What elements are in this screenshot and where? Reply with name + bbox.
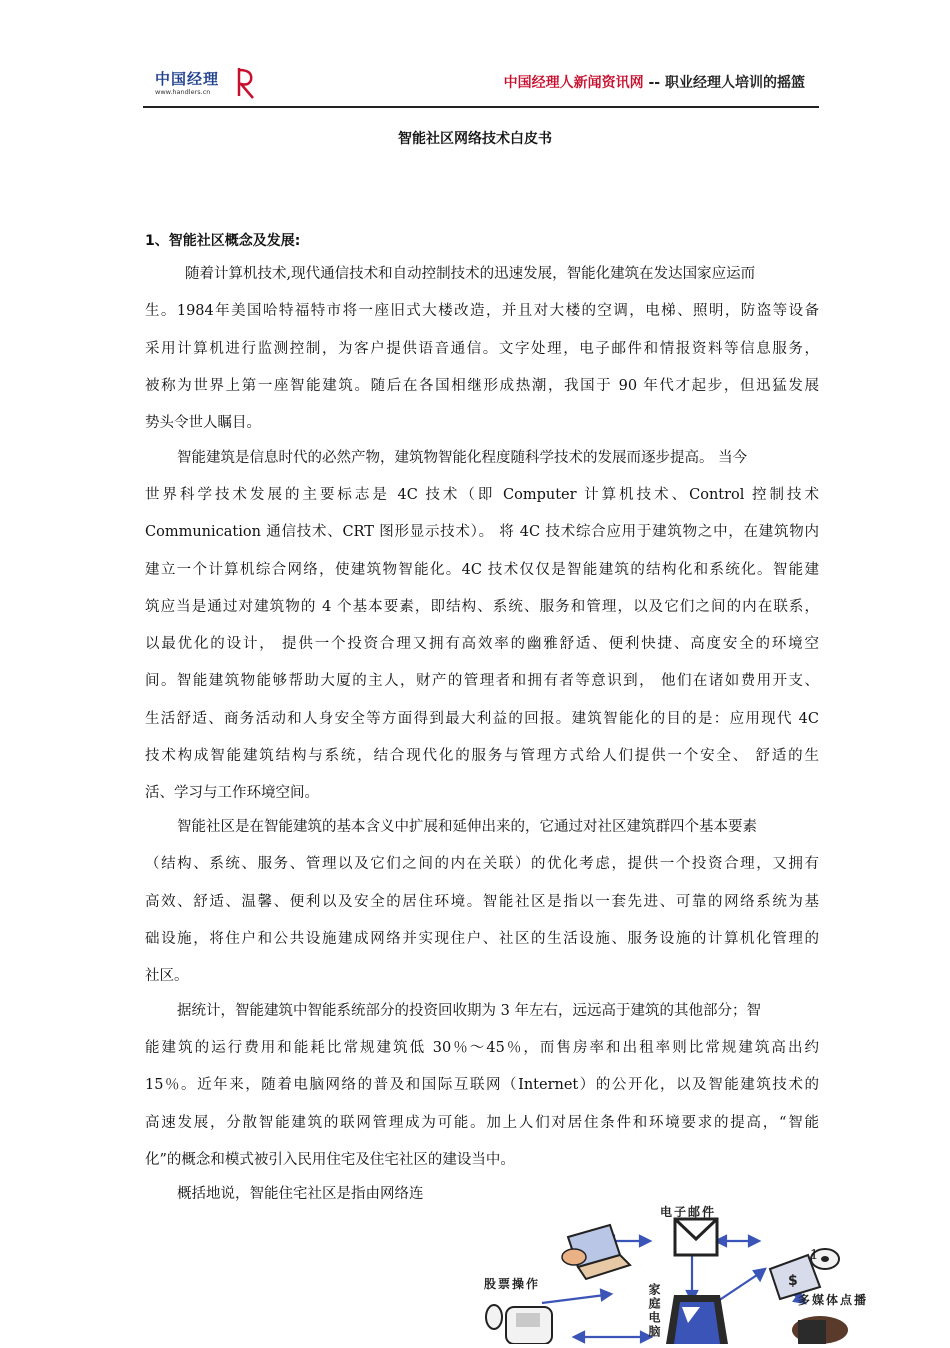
header-slogan bbox=[504, 72, 805, 92]
logo-url: www.handlers.cn bbox=[155, 88, 211, 96]
document-title: 智能社区网络技术白皮书 bbox=[398, 131, 552, 147]
page-number: 1 bbox=[810, 1248, 819, 1263]
paragraph-line: 以最优化的设计， 提供一个投资合理又拥有高效率的幽雅舒适、便利快捷、高度安全的环境空 bbox=[145, 636, 819, 652]
email-envelope-icon bbox=[675, 1219, 717, 1255]
paragraph-line: 活、学习与工作环境空间。 bbox=[145, 785, 319, 801]
speaker-icon bbox=[792, 1316, 848, 1344]
paragraph-line: 间。智能建筑物能够帮助大厦的主人，财产的管理者和拥有者等意识到， 他们在诸如费用开支、 bbox=[145, 673, 819, 689]
paragraph-line: 社区。 bbox=[145, 968, 189, 984]
stock-laptop-icon bbox=[562, 1225, 630, 1279]
paragraph-line: 世界科学技术发展的主要标志是 4C 技术（即 Computer 计算机技术、Control 控制技术 bbox=[145, 487, 819, 503]
paragraph-line: 据统计，智能建筑中智能系统部分的投资回收期为 3 年左右，远远高于建筑的其他部分；智 bbox=[177, 1003, 761, 1019]
home-pc-label: 家庭电脑 bbox=[647, 1283, 661, 1339]
paragraph-line: 础设施，将住户和公共设施建成网络并实现住户、社区的生活设施、服务设施的计算机化管理的 bbox=[145, 931, 819, 947]
paragraph-line: 生活舒适、商务活动和人身安全等方面得到最大利益的回报。建筑智能化的目的是：应用现代 4C bbox=[145, 711, 819, 727]
paragraph-line: 随着计算机技术,现代通信技术和自动控制技术的迅速发展，智能化建筑在发达国家应运而 bbox=[185, 266, 756, 282]
paragraph-line: 生。1984年美国哈特福特市将一座旧式大楼改造，并且对大楼的空调，电梯、照明，防盗等设备 bbox=[145, 303, 819, 319]
section-heading: 1、智能社区概念及发展: bbox=[145, 233, 301, 249]
email-label: 电子邮件 bbox=[660, 1205, 717, 1219]
slogan-tagline: -- 职业经理人培训的摇篮 bbox=[643, 75, 805, 91]
home-network-diagram bbox=[470, 1195, 950, 1344]
page-header bbox=[143, 62, 819, 108]
paragraph-line: 技术构成智能建筑结构与系统，结合现代化的服务与管理方式给人们提供一个安全、 舒适的生 bbox=[145, 748, 819, 764]
paragraph-line: （结构、系统、服务、管理以及它们之间的内在关联）的优化考虑，提供一个投资合理，又拥有 bbox=[145, 856, 819, 872]
paragraph-line: Communication 通信技术、CRT 图形显示技术）。 将 4C 技术综合应用于建筑物之中，在建筑物内 bbox=[145, 524, 819, 540]
logo-mark-icon bbox=[235, 66, 257, 100]
paragraph-line: 智能社区是在智能建筑的基本含义中扩展和延伸出来的，它通过对社区建筑群四个基本要素 bbox=[177, 819, 757, 835]
logo bbox=[155, 66, 265, 100]
paragraph-line: 高速发展，分散智能建筑的联网管理成为可能。加上人们对居住条件和环境要求的提高，“智能 bbox=[145, 1115, 819, 1131]
paragraph-line: 筑应当是通过对建筑物的 4 个基本要素，即结构、系统、服务和管理，以及它们之间的内在联系， bbox=[145, 599, 819, 615]
stocks-label: 股票操作 bbox=[484, 1277, 541, 1291]
telephone-icon bbox=[486, 1305, 552, 1344]
slogan-site-name: 中国经理人新闻资讯网 bbox=[503, 75, 644, 91]
paragraph-line: 15％。近年来，随着电脑网络的普及和国际互联网（Internet）的公开化，以及智能建筑技术的 bbox=[145, 1077, 819, 1093]
paragraph-line: 智能建筑是信息时代的必然产物，建筑物智能化程度随科学技术的发展而逐步提高。 当今 bbox=[177, 450, 748, 466]
paragraph-line: 采用计算机进行监测控制，为客户提供语音通信。文字处理，电子邮件和情报资料等信息服务， bbox=[145, 341, 819, 357]
paragraph-line: 能建筑的运行费用和能耗比常规建筑低 30％～45％，而售房率和出租率则比常规建筑高出约 bbox=[145, 1040, 819, 1056]
svg-text:$: $ bbox=[788, 1273, 798, 1289]
multimedia-label: 多媒体点播 bbox=[798, 1293, 869, 1307]
paragraph-line: 被称为世界上第一座智能建筑。随后在各国相继形成热潮，我国于 90 年代才起步，但迅猛发展 bbox=[145, 378, 819, 394]
logo-text: 中国经理 bbox=[155, 70, 220, 88]
paragraph-line: 概括地说，智能住宅社区是指由网络连 bbox=[177, 1186, 424, 1202]
paragraph-line: 势头令世人瞩目。 bbox=[145, 415, 261, 431]
paragraph-line: 化”的概念和模式被引入民用住宅及住宅社区的建设当中。 bbox=[145, 1152, 515, 1168]
paragraph-line: 高效、舒适、温馨、便利以及安全的居住环境。智能社区是指以一套先进、可靠的网络系统为基 bbox=[145, 894, 819, 910]
paragraph-line: 建立一个计算机综合网络，使建筑物智能化。4C 技术仅仅是智能建筑的结构化和系统化。智能建 bbox=[145, 562, 819, 578]
home-pc-icon bbox=[666, 1295, 728, 1344]
